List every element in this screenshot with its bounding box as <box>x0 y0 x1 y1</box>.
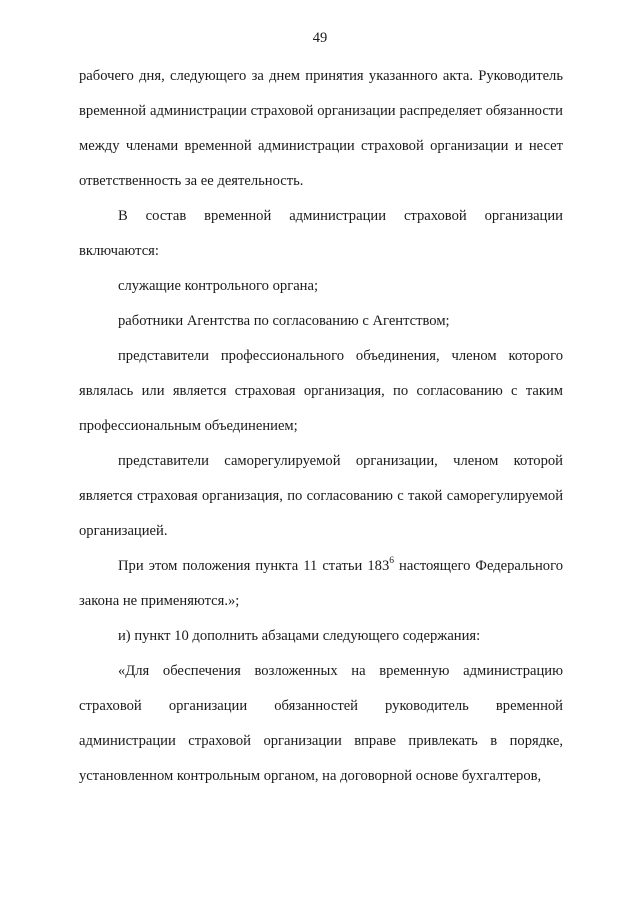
paragraph-7-text-before: При этом положения пункта 11 статьи 183 <box>118 558 390 574</box>
paragraph-8: и) пункт 10 дополнить абзацами следующего содержания: <box>118 628 481 644</box>
paragraph-1: рабочего дня, следующего за днем принятия указанного акта. Руководитель временной администрации страховой организации распределяет обязанности между членами временной администрации страховой организации и несет ответственность за ее деятельность. <box>79 68 563 189</box>
paragraph-5: представители профессионального объединения, членом которого являлась или является страховая организация, по согласованию с таким профессиональным объединением; <box>79 348 563 434</box>
paragraph-7 <box>79 549 563 619</box>
page-number: 49 <box>312 30 328 46</box>
paragraph-6: представители саморегулируемой организации, членом которой является страховая организация, по согласованию с такой саморегулируемой организацией. <box>79 453 563 539</box>
document-body <box>79 59 563 794</box>
paragraph-7-text-after: настоящего Федерального закона не применяются.»; <box>79 558 563 609</box>
paragraph-2: В состав временной администрации страховой организации включаются: <box>79 208 563 259</box>
paragraph-3: служащие контрольного органа; <box>118 278 319 294</box>
article-superscript: 6 <box>389 556 394 567</box>
paragraph-4: работники Агентства по согласованию с Агентством; <box>118 313 450 329</box>
paragraph-9: «Для обеспечения возложенных на временную администрацию страховой организации обязанностей руководитель временной администрации страховой организации вправе привлекать в порядке, установленном контрольным органом, на договорной основе бухгалтеров, <box>79 663 563 784</box>
